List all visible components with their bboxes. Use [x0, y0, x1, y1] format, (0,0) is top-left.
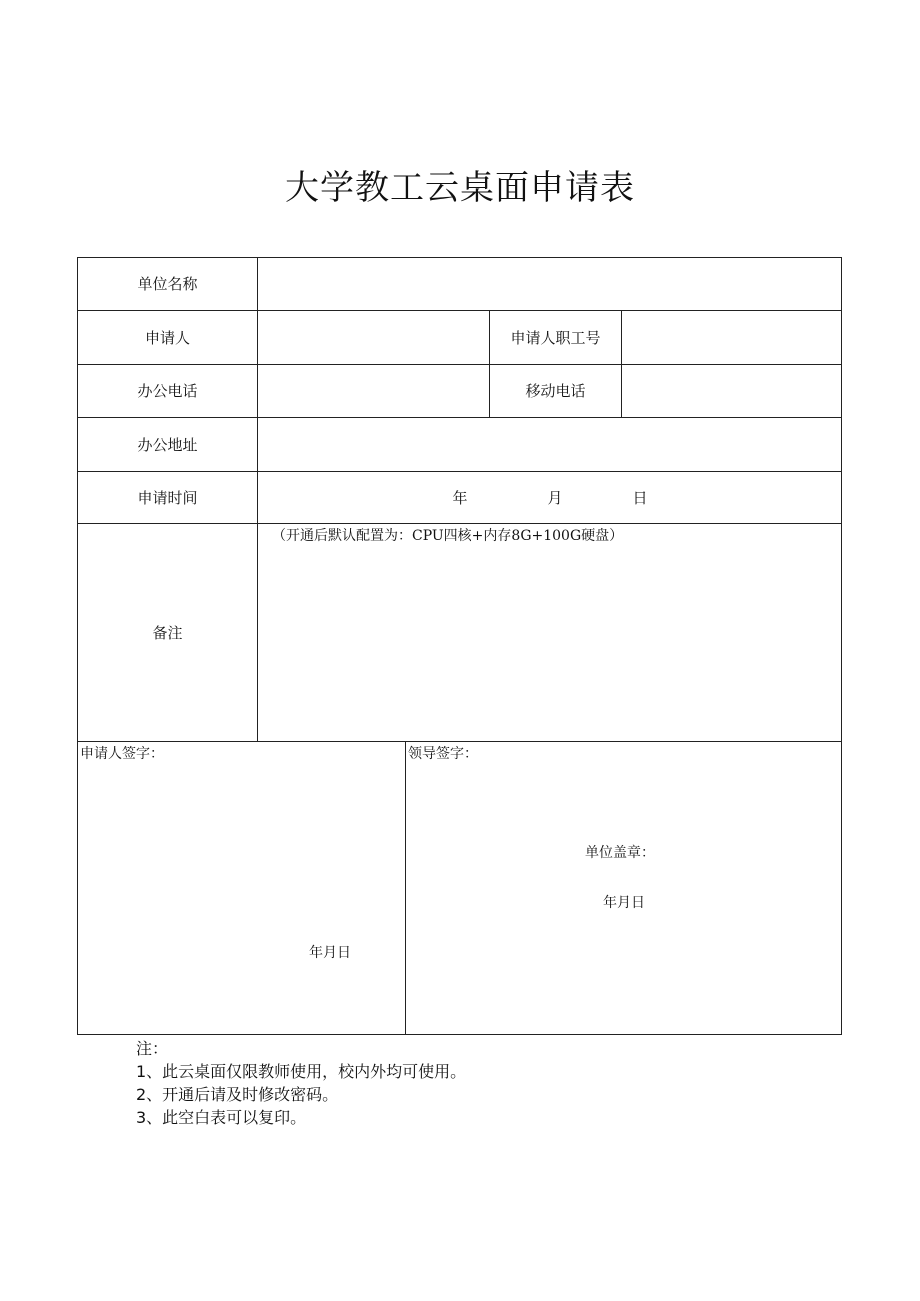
unit-seal-label: 单位盖章： — [585, 845, 655, 861]
table-border-right — [841, 257, 842, 1035]
office-address-label: 办公地址 — [137, 436, 198, 454]
office-address-field[interactable] — [258, 418, 841, 471]
office-phone-label: 办公电话 — [137, 382, 198, 400]
apply-time-label: 申请时间 — [137, 489, 198, 507]
applicant-id-field[interactable] — [622, 311, 841, 364]
leader-sign-date: 年月日 — [603, 895, 645, 911]
applicant-id-label: 申请人职工号 — [510, 329, 601, 347]
page-title: 大学教工云桌面申请表 — [285, 168, 635, 208]
unit-name-field[interactable] — [258, 258, 841, 310]
notes-heading: 注： — [136, 1039, 169, 1058]
office-phone-field[interactable] — [258, 365, 489, 417]
remarks-text: （开通后默认配置为：CPU四核+内存8G+100G硬盘） — [272, 528, 624, 544]
applicant-signature-label: 申请人签字： — [80, 746, 164, 762]
row-divider — [77, 523, 842, 524]
date-day-text: 日 — [632, 489, 648, 507]
unit-name-label: 单位名称 — [137, 275, 198, 293]
note-item: 1、此云桌面仅限教师使用，校内外均可使用。 — [136, 1062, 467, 1081]
applicant-field[interactable] — [258, 311, 489, 364]
mobile-phone-label: 移动电话 — [525, 382, 586, 400]
date-month-text: 月 — [547, 489, 563, 507]
row-divider — [77, 741, 842, 742]
date-year-text: 年 — [452, 489, 468, 507]
notes-section — [136, 1037, 466, 1129]
table-border-bottom — [77, 1034, 842, 1035]
column-divider — [489, 310, 490, 418]
remarks-label: 备注 — [152, 624, 183, 642]
applicant-sign-date: 年月日 — [309, 945, 351, 961]
applicant-label: 申请人 — [144, 329, 190, 347]
leader-signature-label: 领导签字： — [408, 746, 478, 762]
applicant-signature-area[interactable] — [78, 766, 405, 1034]
mobile-phone-field[interactable] — [622, 365, 841, 417]
note-item: 2、开通后请及时修改密码。 — [136, 1085, 339, 1104]
note-item: 3、此空白表可以复印。 — [136, 1108, 307, 1127]
remarks-field[interactable] — [258, 548, 841, 741]
